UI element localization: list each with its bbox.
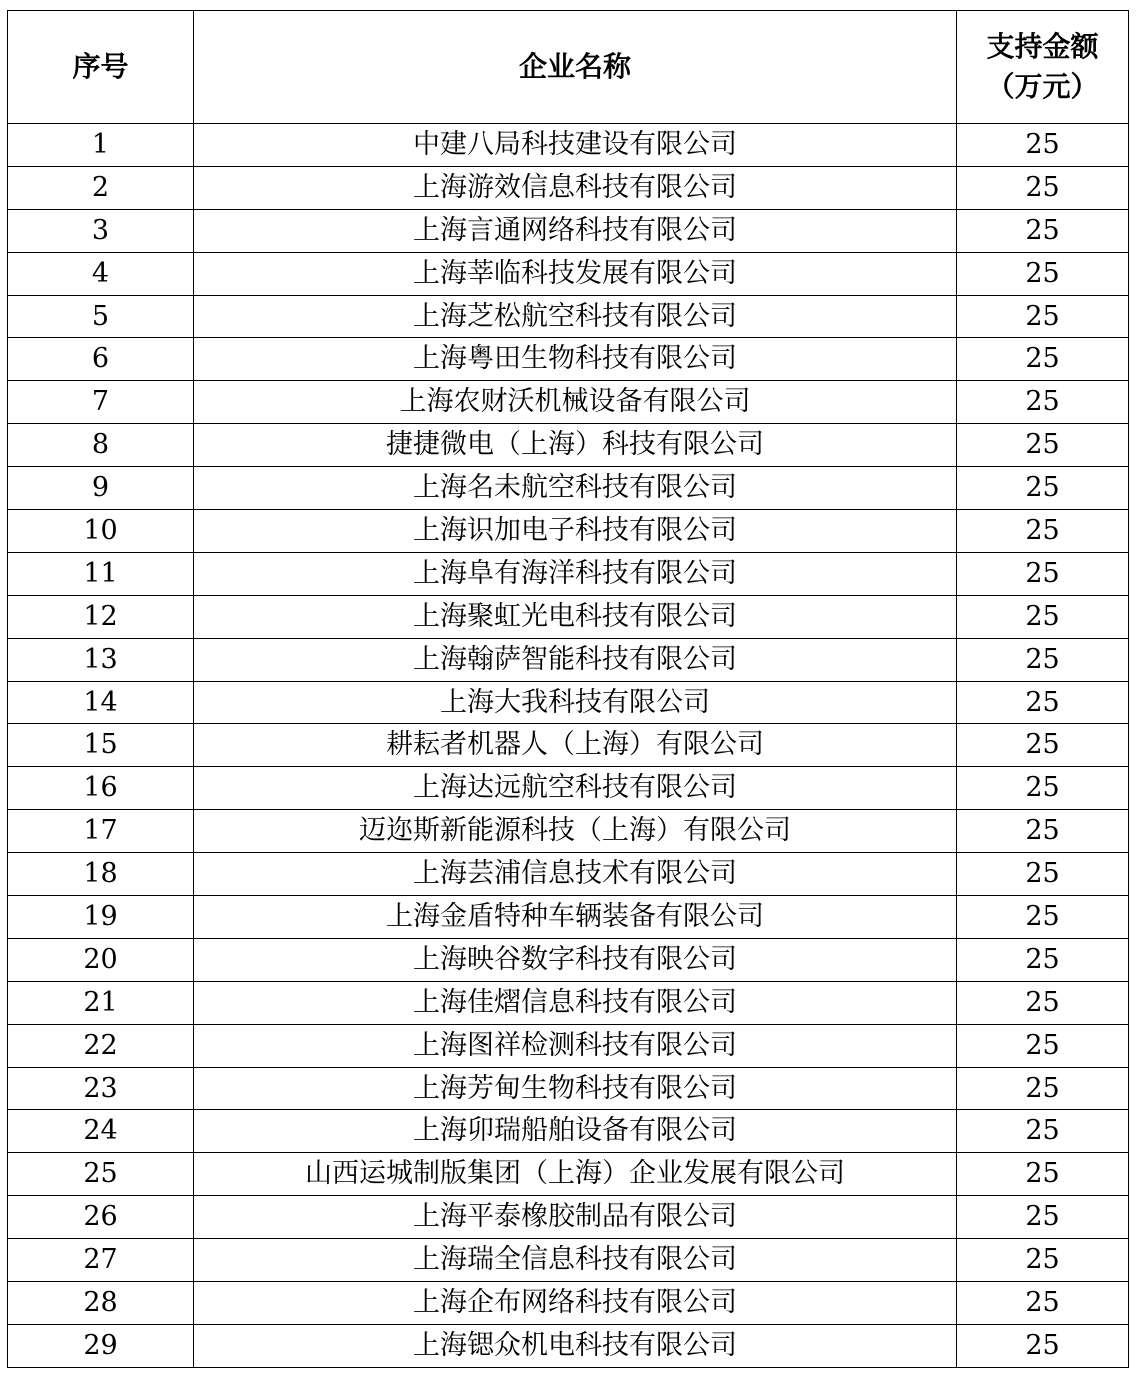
row-amount-cell: 25: [957, 638, 1129, 681]
row-amount-cell: 25: [957, 853, 1129, 896]
table-row: [8, 981, 1129, 1024]
row-amount-cell: 25: [957, 552, 1129, 595]
row-amount-cell: 25: [957, 338, 1129, 381]
row-index-cell: 10: [8, 510, 194, 553]
table-row: [8, 338, 1129, 381]
table-row: [8, 166, 1129, 209]
row-company-name-cell: 山西运城制版集团（上海）企业发展有限公司: [194, 1153, 957, 1196]
table-row: [8, 767, 1129, 810]
row-index-cell: 16: [8, 767, 194, 810]
row-amount-cell: 25: [957, 166, 1129, 209]
row-company-name-cell: 上海图祥检测科技有限公司: [194, 1024, 957, 1067]
row-amount-cell: 25: [957, 595, 1129, 638]
row-amount-cell: 25: [957, 467, 1129, 510]
row-company-name-cell: 上海粤田生物科技有限公司: [194, 338, 957, 381]
row-amount-cell: 25: [957, 938, 1129, 981]
row-amount-cell: 25: [957, 424, 1129, 467]
table-row: [8, 1324, 1129, 1367]
table-row: [8, 424, 1129, 467]
table-header: [8, 11, 1129, 124]
row-company-name-cell: 上海阜有海洋科技有限公司: [194, 552, 957, 595]
row-company-name-cell: 上海游效信息科技有限公司: [194, 166, 957, 209]
row-amount-cell: 25: [957, 1196, 1129, 1239]
row-company-name-cell: 上海达远航空科技有限公司: [194, 767, 957, 810]
row-index-cell: 1: [8, 124, 194, 167]
header-row: [8, 11, 1129, 124]
row-amount-cell: 25: [957, 981, 1129, 1024]
row-company-name-cell: 上海锶众机电科技有限公司: [194, 1324, 957, 1367]
table-row: [8, 1239, 1129, 1282]
row-company-name-cell: 耕耘者机器人（上海）有限公司: [194, 724, 957, 767]
table-row: [8, 295, 1129, 338]
table-row: [8, 1282, 1129, 1325]
row-index-cell: 26: [8, 1196, 194, 1239]
table-row: [8, 552, 1129, 595]
row-amount-cell: 25: [957, 896, 1129, 939]
table-row: [8, 938, 1129, 981]
table-row: [8, 510, 1129, 553]
row-company-name-cell: 上海芳甸生物科技有限公司: [194, 1067, 957, 1110]
row-company-name-cell: 中建八局科技建设有限公司: [194, 124, 957, 167]
row-company-name-cell: 上海企布网络科技有限公司: [194, 1282, 957, 1325]
table-row: [8, 638, 1129, 681]
row-index-cell: 25: [8, 1153, 194, 1196]
row-index-cell: 17: [8, 810, 194, 853]
table-row: [8, 595, 1129, 638]
table-row: [8, 1067, 1129, 1110]
table-row: [8, 1196, 1129, 1239]
header-index: 序号: [8, 11, 194, 124]
table-row: [8, 724, 1129, 767]
row-index-cell: 24: [8, 1110, 194, 1153]
row-index-cell: 14: [8, 681, 194, 724]
row-company-name-cell: 上海大我科技有限公司: [194, 681, 957, 724]
row-index-cell: 19: [8, 896, 194, 939]
row-index-cell: 7: [8, 381, 194, 424]
table-row: [8, 853, 1129, 896]
row-index-cell: 13: [8, 638, 194, 681]
header-amount-title: 支持金额: [986, 30, 1099, 63]
table-row: [8, 252, 1129, 295]
row-company-name-cell: 上海名未航空科技有限公司: [194, 467, 957, 510]
table-row: [8, 810, 1129, 853]
row-index-cell: 23: [8, 1067, 194, 1110]
row-amount-cell: 25: [957, 252, 1129, 295]
row-company-name-cell: 上海芝松航空科技有限公司: [194, 295, 957, 338]
row-company-name-cell: 上海聚虹光电科技有限公司: [194, 595, 957, 638]
row-company-name-cell: 上海莘临科技发展有限公司: [194, 252, 957, 295]
row-amount-cell: 25: [957, 209, 1129, 252]
row-index-cell: 11: [8, 552, 194, 595]
row-index-cell: 9: [8, 467, 194, 510]
row-amount-cell: 25: [957, 510, 1129, 553]
header-company-name: 企业名称: [194, 11, 957, 124]
row-index-cell: 2: [8, 166, 194, 209]
row-company-name-cell: 上海瑞全信息科技有限公司: [194, 1239, 957, 1282]
header-support-amount: [957, 11, 1129, 124]
row-company-name-cell: 迈迩斯新能源科技（上海）有限公司: [194, 810, 957, 853]
row-amount-cell: 25: [957, 767, 1129, 810]
table-row: [8, 681, 1129, 724]
row-amount-cell: 25: [957, 810, 1129, 853]
row-amount-cell: 25: [957, 381, 1129, 424]
row-index-cell: 29: [8, 1324, 194, 1367]
row-index-cell: 22: [8, 1024, 194, 1067]
row-amount-cell: 25: [957, 681, 1129, 724]
table-row: [8, 1110, 1129, 1153]
row-company-name-cell: 上海识加电子科技有限公司: [194, 510, 957, 553]
row-index-cell: 27: [8, 1239, 194, 1282]
table-row: [8, 1024, 1129, 1067]
row-index-cell: 20: [8, 938, 194, 981]
table-row: [8, 896, 1129, 939]
row-index-cell: 18: [8, 853, 194, 896]
row-amount-cell: 25: [957, 1067, 1129, 1110]
row-index-cell: 5: [8, 295, 194, 338]
row-amount-cell: 25: [957, 1282, 1129, 1325]
row-amount-cell: 25: [957, 124, 1129, 167]
row-company-name-cell: 上海映谷数字科技有限公司: [194, 938, 957, 981]
row-company-name-cell: 上海金盾特种车辆装备有限公司: [194, 896, 957, 939]
table-row: [8, 467, 1129, 510]
row-index-cell: 12: [8, 595, 194, 638]
row-index-cell: 3: [8, 209, 194, 252]
row-index-cell: 4: [8, 252, 194, 295]
company-support-table: [7, 10, 1129, 1368]
table-row: [8, 124, 1129, 167]
row-company-name-cell: 上海言通网络科技有限公司: [194, 209, 957, 252]
row-company-name-cell: 上海卯瑞船舶设备有限公司: [194, 1110, 957, 1153]
row-company-name-cell: 上海农财沃机械设备有限公司: [194, 381, 957, 424]
row-amount-cell: 25: [957, 1239, 1129, 1282]
row-index-cell: 28: [8, 1282, 194, 1325]
row-index-cell: 8: [8, 424, 194, 467]
row-amount-cell: 25: [957, 1024, 1129, 1067]
table-body: [8, 124, 1129, 1368]
row-amount-cell: 25: [957, 295, 1129, 338]
row-amount-cell: 25: [957, 1324, 1129, 1367]
row-amount-cell: 25: [957, 1153, 1129, 1196]
row-company-name-cell: 上海芸浦信息技术有限公司: [194, 853, 957, 896]
row-index-cell: 21: [8, 981, 194, 1024]
row-index-cell: 15: [8, 724, 194, 767]
table-row: [8, 381, 1129, 424]
table-row: [8, 209, 1129, 252]
row-company-name-cell: 上海翰萨智能科技有限公司: [194, 638, 957, 681]
row-company-name-cell: 捷捷微电（上海）科技有限公司: [194, 424, 957, 467]
row-amount-cell: 25: [957, 724, 1129, 767]
table-row: [8, 1153, 1129, 1196]
row-index-cell: 6: [8, 338, 194, 381]
header-amount-unit: （万元）: [986, 70, 1099, 103]
row-amount-cell: 25: [957, 1110, 1129, 1153]
row-company-name-cell: 上海平泰橡胶制品有限公司: [194, 1196, 957, 1239]
row-company-name-cell: 上海佳熠信息科技有限公司: [194, 981, 957, 1024]
